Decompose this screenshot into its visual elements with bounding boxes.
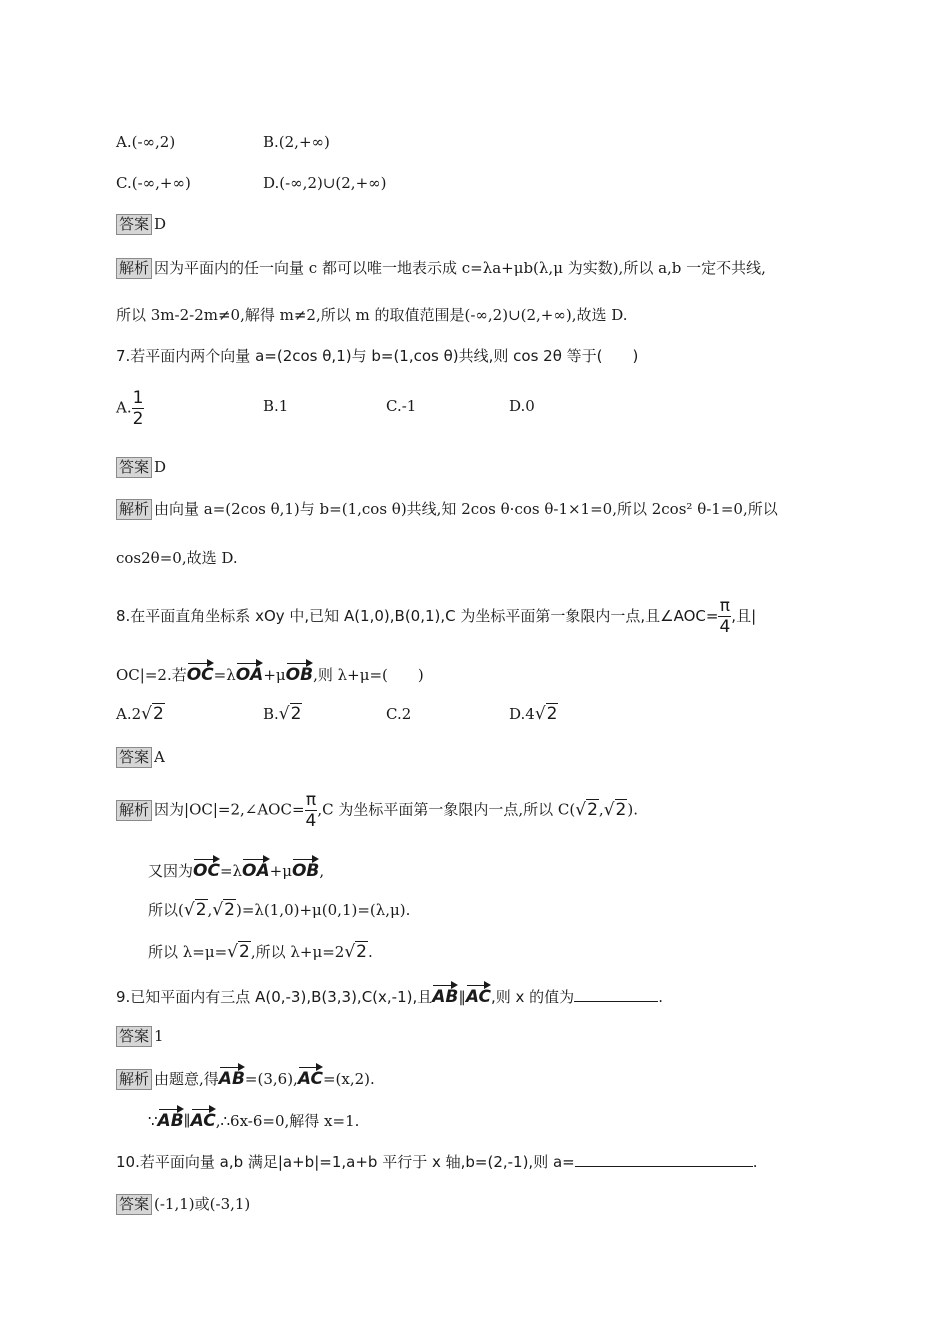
- vector-ac: AC: [298, 1064, 323, 1088]
- q6-option-a: A.(-∞,2): [116, 133, 176, 151]
- q10-answer: 答案 (-1,1)或(-3,1): [116, 1192, 250, 1216]
- sqrt-icon: √2: [212, 900, 235, 920]
- analysis-tag: 解析: [116, 800, 152, 821]
- q9-stem: 9.已知平面内有三点 A(0,-3),B(3,3),C(x,-1),且AB∥AC,则 x 的值为 .: [116, 982, 663, 1009]
- vector-ob: OB: [292, 856, 319, 880]
- answer-tag: 答案: [116, 1194, 152, 1215]
- q6-answer-value: D: [154, 215, 167, 233]
- q8-stem-line-2: OC|=2.若OC=λOA+μOB,则 λ+μ=( ): [116, 660, 424, 687]
- q8-option-c: C.2: [386, 705, 412, 723]
- q6-option-c: C.(-∞,+∞): [116, 174, 191, 192]
- answer-tag: 答案: [116, 747, 152, 768]
- q8-option-b: B.√2: [263, 704, 302, 724]
- fraction-one-half: $\frac{1}{2}$: [132, 388, 144, 429]
- answer-tag: 答案: [116, 214, 152, 235]
- q7-option-b: B.1: [263, 397, 289, 415]
- q8-option-a: A.2√2: [116, 704, 164, 724]
- q10-stem: 10.若平面向量 a,b 满足|a+b|=1,a+b 平行于 x 轴,b=(2,-1),则 a= .: [116, 1150, 758, 1174]
- q9-answer: 答案 1: [116, 1024, 164, 1048]
- sqrt-icon: √2: [141, 704, 164, 724]
- q7-analysis-line-1: 解析 由向量 a=(2cos θ,1)与 b=(1,cos θ)共线,知 2cos θ·cos θ-1×1=0,所以 2cos² θ-1=0,所以: [116, 497, 778, 521]
- q9-analysis-line-2: ∵AB∥AC,∴6x-6=0,解得 x=1.: [148, 1106, 359, 1133]
- q6-answer: [116, 212, 166, 236]
- sqrt-icon: √2: [344, 942, 367, 962]
- sqrt-icon: √2: [278, 704, 302, 724]
- sqrt-icon: √2: [575, 799, 598, 820]
- q6-analysis-line-1: 解析 因为平面内的任一向量 c 都可以唯一地表示成 c=λa+μb(λ,μ 为实数),所以 a,b 一定不共线,: [116, 256, 766, 280]
- vector-oa: OA: [242, 856, 270, 880]
- q8-answer: 答案 A: [116, 745, 165, 769]
- fraction-pi-over-4: $\frac{\pi}{4}$: [305, 790, 317, 831]
- vector-oa: OA: [236, 660, 264, 684]
- q8-analysis-line-1: 解析 因为|OC|=2,∠AOC= $\frac{\pi}{4}$ ,C 为坐标平面第一象限内一点,所以 C(√2,√2).: [116, 790, 638, 831]
- fraction-pi-over-4: $\frac{\pi}{4}$: [719, 596, 731, 637]
- analysis-tag: 解析: [116, 1069, 152, 1090]
- answer-tag: 答案: [116, 1026, 152, 1047]
- vector-ab: AB: [158, 1106, 184, 1130]
- q7-option-a: A. $\frac{1}{2}$: [116, 388, 144, 429]
- answer-blank[interactable]: [574, 985, 658, 1002]
- answer-tag: 答案: [116, 457, 152, 478]
- q7-option-d: D.0: [509, 397, 535, 415]
- sqrt-icon: √2: [534, 704, 558, 724]
- q7-answer: 答案 D: [116, 455, 166, 479]
- q8-analysis-line-4: 所以 λ=μ=√2,所以 λ+μ=2√2.: [148, 942, 373, 962]
- vector-oc: OC: [193, 856, 220, 880]
- q7-stem: 7.若平面内两个向量 a=(2cos θ,1)与 b=(1,cos θ)共线,则 cos 2θ 等于( ): [116, 347, 639, 365]
- q6-option-b: B.(2,+∞): [263, 133, 330, 151]
- q8-analysis-line-3: 所以(√2,√2)=λ(1,0)+μ(0,1)=(λ,μ).: [148, 900, 411, 920]
- q9-analysis-line-1: 解析 由题意,得AB=(3,6),AC=(x,2).: [116, 1064, 375, 1091]
- vector-ob: OB: [286, 660, 313, 684]
- vector-oc: OC: [187, 660, 214, 684]
- sqrt-icon: √2: [183, 900, 207, 920]
- q8-stem-line-1: 8.在平面直角坐标系 xOy 中,已知 A(1,0),B(0,1),C 为坐标平面第一象限内一点,且∠AOC= $\frac{\pi}{4}$ ,且|: [116, 596, 757, 637]
- q6-option-d: D.(-∞,2)∪(2,+∞): [263, 174, 387, 192]
- vector-ac: AC: [466, 982, 491, 1006]
- q6-analysis-line-2: 所以 3m-2-2m≠0,解得 m≠2,所以 m 的取值范围是(-∞,2)∪(2,+∞),故选 D.: [116, 306, 628, 324]
- q8-option-d: D.4√2: [509, 704, 558, 724]
- vector-ab: AB: [219, 1064, 245, 1088]
- q7-analysis-line-2: cos2θ=0,故选 D.: [116, 549, 238, 567]
- vector-ab: AB: [432, 982, 458, 1006]
- answer-blank[interactable]: [575, 1150, 753, 1167]
- vector-ac: AC: [191, 1106, 216, 1130]
- analysis-tag: 解析: [116, 258, 152, 279]
- q8-analysis-line-2: 又因为OC=λOA+μOB,: [148, 856, 324, 883]
- sqrt-icon: √2: [603, 799, 627, 820]
- analysis-tag: 解析: [116, 499, 152, 520]
- sqrt-icon: √2: [227, 942, 250, 962]
- q7-option-c: C.-1: [386, 397, 417, 415]
